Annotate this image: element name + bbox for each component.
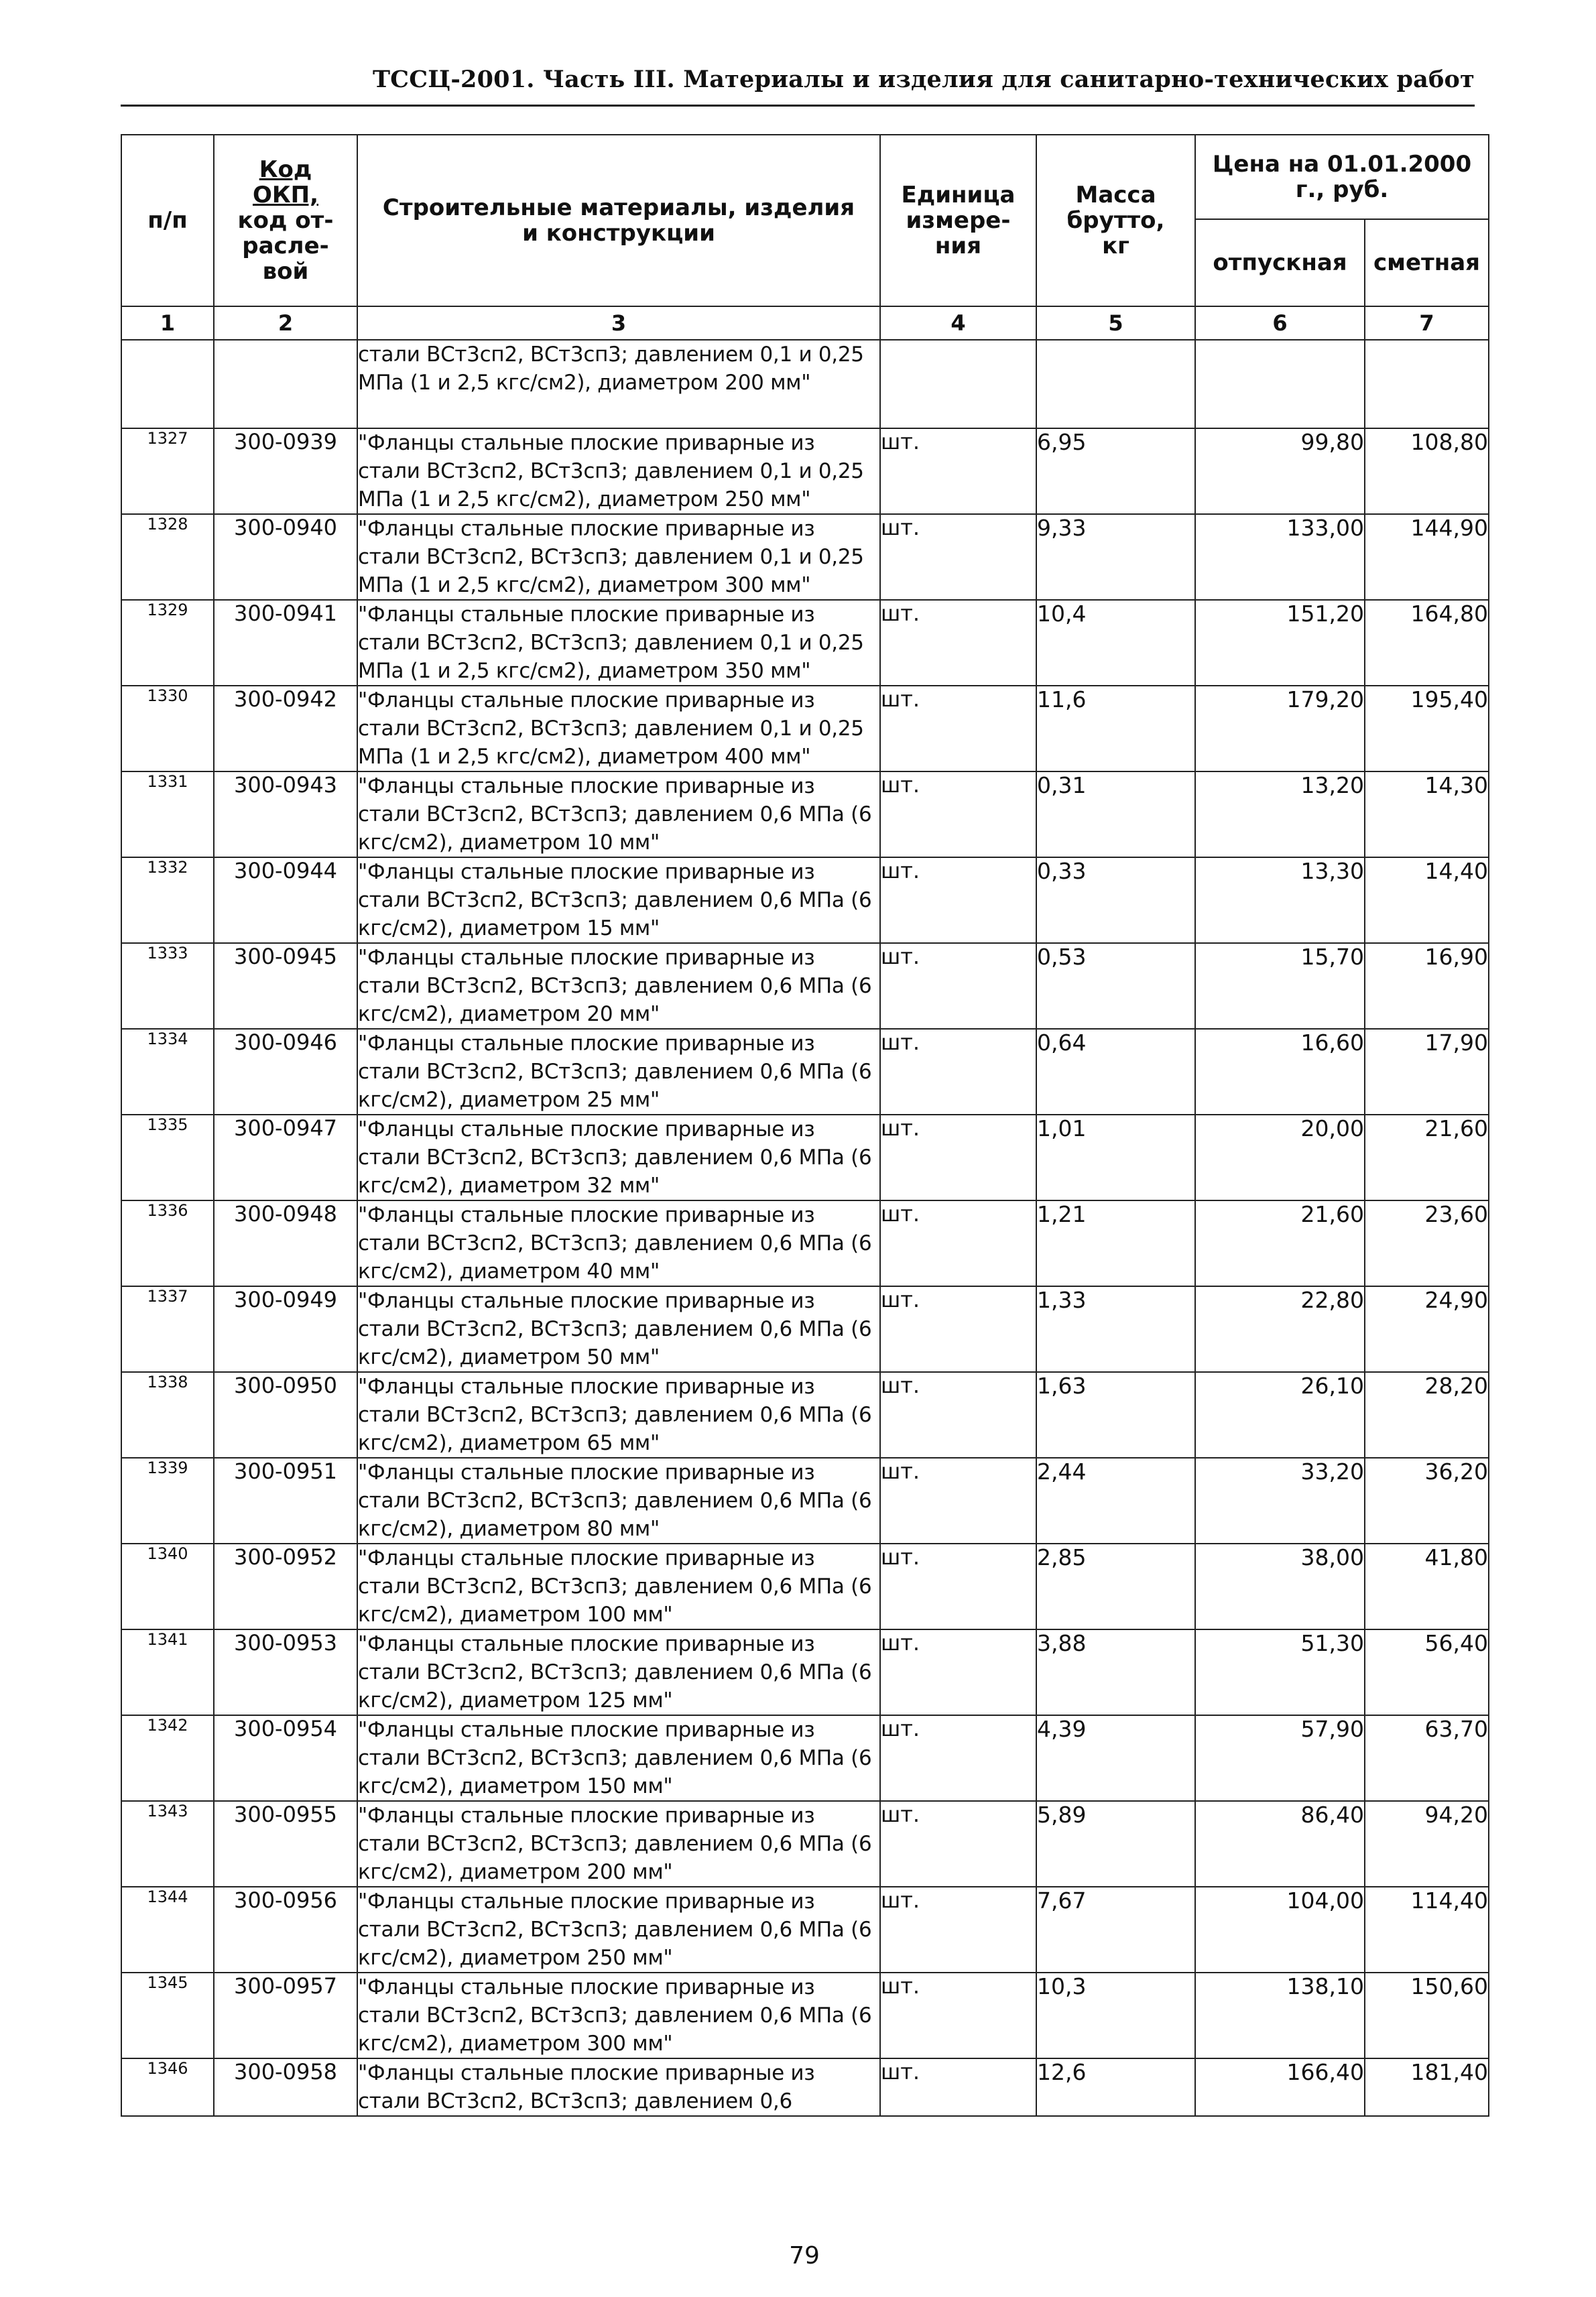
cell-price-estimate: 108,80 — [1365, 428, 1489, 514]
table-row — [121, 1801, 1489, 1887]
table-row — [121, 943, 1489, 1029]
table-row — [121, 1887, 1489, 1973]
table-row — [121, 1286, 1489, 1372]
cell-code: 300-0954 — [214, 1715, 357, 1801]
cell-num: 1332 — [121, 857, 214, 943]
page-number: 79 — [789, 2242, 820, 2270]
table-row — [121, 1458, 1489, 1544]
col-header-code-line2: ОКП, — [252, 182, 319, 208]
table-row — [121, 686, 1489, 771]
cell-price-estimate: 195,40 — [1365, 686, 1489, 771]
cell-num: 1346 — [121, 2058, 214, 2116]
cell-price-release — [1195, 340, 1365, 428]
col-header-mass: Масса брутто, кг — [1036, 135, 1195, 306]
cell-desc: "Фланцы стальные плоские приварные из стали ВСт3сп2, ВСт3сп3; давлением 0,6 МПа (6 кгс/см2), диаметром 125 мм" — [357, 1629, 880, 1715]
cell-price-release: 13,30 — [1195, 857, 1365, 943]
cell-code — [214, 340, 357, 428]
cell-num: 1328 — [121, 514, 214, 600]
table-row — [121, 1200, 1489, 1286]
cell-unit: шт. — [880, 428, 1036, 514]
cell-price-estimate: 14,30 — [1365, 771, 1489, 857]
cell-code: 300-0952 — [214, 1544, 357, 1629]
cell-desc: "Фланцы стальные плоские приварные из стали ВСт3сп2, ВСт3сп3; давлением 0,6 МПа (6 кгс/см2), диаметром 100 мм" — [357, 1544, 880, 1629]
cell-price-release: 86,40 — [1195, 1801, 1365, 1887]
cell-num: 1336 — [121, 1200, 214, 1286]
cell-code: 300-0942 — [214, 686, 357, 771]
cell-desc: "Фланцы стальные плоские приварные из стали ВСт3сп2, ВСт3сп3; давлением 0,6 МПа (6 кгс/см2), диаметром 20 мм" — [357, 943, 880, 1029]
cell-price-release: 15,70 — [1195, 943, 1365, 1029]
cell-price-release: 38,00 — [1195, 1544, 1365, 1629]
cell-mass: 9,33 — [1036, 514, 1195, 600]
table-row-continuation — [121, 340, 1489, 428]
cell-code: 300-0947 — [214, 1115, 357, 1200]
cell-desc: "Фланцы стальные плоские приварные из стали ВСт3сп2, ВСт3сп3; давлением 0,6 МПа (6 кгс/см2), диаметром 65 мм" — [357, 1372, 880, 1458]
cell-mass: 1,63 — [1036, 1372, 1195, 1458]
cell-num: 1339 — [121, 1458, 214, 1544]
cell-price-release: 57,90 — [1195, 1715, 1365, 1801]
cell-mass — [1036, 340, 1195, 428]
cell-mass: 5,89 — [1036, 1801, 1195, 1887]
cell-num: 1333 — [121, 943, 214, 1029]
cell-price-release: 151,20 — [1195, 600, 1365, 686]
cell-num: 1331 — [121, 771, 214, 857]
cell-mass: 1,01 — [1036, 1115, 1195, 1200]
col-header-num: п/п — [121, 135, 214, 306]
cell-price-release: 13,20 — [1195, 771, 1365, 857]
cell-desc: "Фланцы стальные плоские приварные из стали ВСт3сп2, ВСт3сп3; давлением 0,1 и 0,25 МПа (1 и 2,5 кгс/см2), диаметром 300 мм" — [357, 514, 880, 600]
table-body — [121, 340, 1489, 2116]
cell-unit: шт. — [880, 943, 1036, 1029]
cell-desc: стали ВСт3сп2, ВСт3сп3; давлением 0,1 и 0,25 МПа (1 и 2,5 кгс/см2), диаметром 200 мм" — [357, 340, 880, 428]
cell-code: 300-0943 — [214, 771, 357, 857]
table-row — [121, 600, 1489, 686]
col-header-price-release: отпускная — [1195, 219, 1365, 306]
cell-desc: "Фланцы стальные плоские приварные из стали ВСт3сп2, ВСт3сп3; давлением 0,1 и 0,25 МПа (1 и 2,5 кгс/см2), диаметром 400 мм" — [357, 686, 880, 771]
cell-desc: "Фланцы стальные плоские приварные из стали ВСт3сп2, ВСт3сп3; давлением 0,6 МПа (6 кгс/см2), диаметром 50 мм" — [357, 1286, 880, 1372]
cell-price-estimate: 94,20 — [1365, 1801, 1489, 1887]
cell-price-estimate: 21,60 — [1365, 1115, 1489, 1200]
table-row — [121, 1544, 1489, 1629]
col-header-unit: Единица измере-ния — [880, 135, 1036, 306]
col-header-code-rest3: вой — [262, 258, 309, 285]
column-number: 4 — [880, 306, 1036, 340]
cell-price-release: 26,10 — [1195, 1372, 1365, 1458]
cell-price-estimate — [1365, 340, 1489, 428]
cell-unit: шт. — [880, 600, 1036, 686]
cell-price-release: 16,60 — [1195, 1029, 1365, 1115]
cell-price-estimate: 24,90 — [1365, 1286, 1489, 1372]
column-number: 5 — [1036, 306, 1195, 340]
column-number: 3 — [357, 306, 880, 340]
cell-mass: 10,4 — [1036, 600, 1195, 686]
cell-code: 300-0948 — [214, 1200, 357, 1286]
cell-code: 300-0953 — [214, 1629, 357, 1715]
cell-unit: шт. — [880, 857, 1036, 943]
cell-desc: "Фланцы стальные плоские приварные из стали ВСт3сп2, ВСт3сп3; давлением 0,1 и 0,25 МПа (1 и 2,5 кгс/см2), диаметром 250 мм" — [357, 428, 880, 514]
cell-unit: шт. — [880, 686, 1036, 771]
column-number: 1 — [121, 306, 214, 340]
cell-unit: шт. — [880, 1200, 1036, 1286]
cell-desc: "Фланцы стальные плоские приварные из стали ВСт3сп2, ВСт3сп3; давлением 0,6 МПа (6 кгс/см2), диаметром 32 мм" — [357, 1115, 880, 1200]
cell-price-estimate: 16,90 — [1365, 943, 1489, 1029]
cell-price-release: 21,60 — [1195, 1200, 1365, 1286]
cell-code: 300-0956 — [214, 1887, 357, 1973]
cell-price-estimate: 164,80 — [1365, 600, 1489, 686]
cell-num: 1334 — [121, 1029, 214, 1115]
cell-price-release: 133,00 — [1195, 514, 1365, 600]
cell-mass: 2,44 — [1036, 1458, 1195, 1544]
cell-mass: 6,95 — [1036, 428, 1195, 514]
cell-price-release: 99,80 — [1195, 428, 1365, 514]
cell-desc: "Фланцы стальные плоские приварные из стали ВСт3сп2, ВСт3сп3; давлением 0,6 МПа (6 кгс/см2), диаметром 10 мм" — [357, 771, 880, 857]
cell-price-estimate: 14,40 — [1365, 857, 1489, 943]
column-number: 6 — [1195, 306, 1365, 340]
table-row — [121, 428, 1489, 514]
cell-num: 1343 — [121, 1801, 214, 1887]
cell-mass: 2,85 — [1036, 1544, 1195, 1629]
header-rule — [121, 105, 1475, 107]
cell-num: 1330 — [121, 686, 214, 771]
cell-unit: шт. — [880, 1801, 1036, 1887]
cell-price-estimate: 56,40 — [1365, 1629, 1489, 1715]
cell-unit: шт. — [880, 1115, 1036, 1200]
cell-desc: "Фланцы стальные плоские приварные из стали ВСт3сп2, ВСт3сп3; давлением 0,6 МПа (6 кгс/см2), диаметром 150 мм" — [357, 1715, 880, 1801]
cell-mass: 0,53 — [1036, 943, 1195, 1029]
cell-price-estimate: 23,60 — [1365, 1200, 1489, 1286]
col-header-code-rest1: код от- — [237, 207, 334, 234]
table-row — [121, 1715, 1489, 1801]
price-table — [121, 134, 1489, 2117]
column-number: 7 — [1365, 306, 1489, 340]
cell-mass: 3,88 — [1036, 1629, 1195, 1715]
cell-mass: 0,31 — [1036, 771, 1195, 857]
cell-num: 1340 — [121, 1544, 214, 1629]
cell-desc: "Фланцы стальные плоские приварные из стали ВСт3сп2, ВСт3сп3; давлением 0,6 — [357, 2058, 880, 2116]
col-header-code-rest2: расле- — [242, 233, 329, 259]
cell-unit: шт. — [880, 514, 1036, 600]
cell-mass: 12,6 — [1036, 2058, 1195, 2116]
cell-code: 300-0946 — [214, 1029, 357, 1115]
cell-desc: "Фланцы стальные плоские приварные из стали ВСт3сп2, ВСт3сп3; давлением 0,6 МПа (6 кгс/см2), диаметром 250 мм" — [357, 1887, 880, 1973]
cell-mass: 10,3 — [1036, 1973, 1195, 2058]
cell-code: 300-0949 — [214, 1286, 357, 1372]
cell-price-release: 33,20 — [1195, 1458, 1365, 1544]
cell-unit: шт. — [880, 1029, 1036, 1115]
cell-price-release: 22,80 — [1195, 1286, 1365, 1372]
col-header-code-line1: Код — [259, 156, 312, 183]
cell-unit: шт. — [880, 1372, 1036, 1458]
cell-code: 300-0945 — [214, 943, 357, 1029]
cell-desc: "Фланцы стальные плоские приварные из стали ВСт3сп2, ВСт3сп3; давлением 0,6 МПа (6 кгс/см2), диаметром 80 мм" — [357, 1458, 880, 1544]
cell-mass: 1,21 — [1036, 1200, 1195, 1286]
cell-num: 1345 — [121, 1973, 214, 2058]
cell-mass: 1,33 — [1036, 1286, 1195, 1372]
table-row — [121, 1029, 1489, 1115]
cell-desc: "Фланцы стальные плоские приварные из стали ВСт3сп2, ВСт3сп3; давлением 0,1 и 0,25 МПа (1 и 2,5 кгс/см2), диаметром 350 мм" — [357, 600, 880, 686]
cell-price-estimate: 150,60 — [1365, 1973, 1489, 2058]
cell-code: 300-0950 — [214, 1372, 357, 1458]
cell-unit: шт. — [880, 1973, 1036, 2058]
cell-unit: шт. — [880, 1544, 1036, 1629]
cell-num: 1329 — [121, 600, 214, 686]
cell-mass: 11,6 — [1036, 686, 1195, 771]
cell-price-release: 20,00 — [1195, 1115, 1365, 1200]
table-row — [121, 1115, 1489, 1200]
page-header-title: ТССЦ-2001. Часть III. Материалы и изделия для санитарно-технических работ — [372, 66, 1475, 93]
cell-price-release: 104,00 — [1195, 1887, 1365, 1973]
table-row — [121, 1372, 1489, 1458]
cell-price-estimate: 181,40 — [1365, 2058, 1489, 2116]
cell-num: 1344 — [121, 1887, 214, 1973]
cell-code: 300-0941 — [214, 600, 357, 686]
cell-num: 1338 — [121, 1372, 214, 1458]
table-row — [121, 1973, 1489, 2058]
cell-num — [121, 340, 214, 428]
cell-num: 1341 — [121, 1629, 214, 1715]
cell-price-estimate: 17,90 — [1365, 1029, 1489, 1115]
col-header-code — [214, 135, 357, 306]
cell-desc: "Фланцы стальные плоские приварные из стали ВСт3сп2, ВСт3сп3; давлением 0,6 МПа (6 кгс/см2), диаметром 15 мм" — [357, 857, 880, 943]
table-row — [121, 771, 1489, 857]
cell-code: 300-0951 — [214, 1458, 357, 1544]
table-row — [121, 1629, 1489, 1715]
cell-num: 1342 — [121, 1715, 214, 1801]
cell-desc: "Фланцы стальные плоские приварные из стали ВСт3сп2, ВСт3сп3; давлением 0,6 МПа (6 кгс/см2), диаметром 200 мм" — [357, 1801, 880, 1887]
cell-num: 1327 — [121, 428, 214, 514]
cell-unit: шт. — [880, 1458, 1036, 1544]
col-header-price: Цена на 01.01.2000 г., руб. — [1195, 135, 1489, 219]
cell-desc: "Фланцы стальные плоские приварные из стали ВСт3сп2, ВСт3сп3; давлением 0,6 МПа (6 кгс/см2), диаметром 25 мм" — [357, 1029, 880, 1115]
table-header-row — [121, 135, 1489, 219]
cell-price-release: 166,40 — [1195, 2058, 1365, 2116]
cell-price-release: 179,20 — [1195, 686, 1365, 771]
col-header-price-estimate: сметная — [1365, 219, 1489, 306]
cell-code: 300-0940 — [214, 514, 357, 600]
cell-num: 1335 — [121, 1115, 214, 1200]
cell-price-release: 138,10 — [1195, 1973, 1365, 2058]
cell-mass: 7,67 — [1036, 1887, 1195, 1973]
cell-unit: шт. — [880, 1286, 1036, 1372]
cell-unit: шт. — [880, 2058, 1036, 2116]
cell-price-estimate: 114,40 — [1365, 1887, 1489, 1973]
cell-num: 1337 — [121, 1286, 214, 1372]
cell-price-estimate: 36,20 — [1365, 1458, 1489, 1544]
cell-code: 300-0957 — [214, 1973, 357, 2058]
column-number-row — [121, 306, 1489, 340]
cell-mass: 0,64 — [1036, 1029, 1195, 1115]
cell-unit: шт. — [880, 771, 1036, 857]
cell-desc: "Фланцы стальные плоские приварные из стали ВСт3сп2, ВСт3сп3; давлением 0,6 МПа (6 кгс/см2), диаметром 40 мм" — [357, 1200, 880, 1286]
cell-code: 300-0939 — [214, 428, 357, 514]
cell-price-estimate: 63,70 — [1365, 1715, 1489, 1801]
cell-code: 300-0955 — [214, 1801, 357, 1887]
cell-price-release: 51,30 — [1195, 1629, 1365, 1715]
cell-mass: 4,39 — [1036, 1715, 1195, 1801]
cell-price-estimate: 41,80 — [1365, 1544, 1489, 1629]
cell-mass: 0,33 — [1036, 857, 1195, 943]
cell-unit: шт. — [880, 1887, 1036, 1973]
col-header-desc: Строительные материалы, изделия и конструкции — [357, 135, 880, 306]
cell-price-estimate: 144,90 — [1365, 514, 1489, 600]
table-row — [121, 2058, 1489, 2116]
cell-unit: шт. — [880, 1629, 1036, 1715]
cell-code: 300-0944 — [214, 857, 357, 943]
cell-unit — [880, 340, 1036, 428]
cell-desc: "Фланцы стальные плоские приварные из стали ВСт3сп2, ВСт3сп3; давлением 0,6 МПа (6 кгс/см2), диаметром 300 мм" — [357, 1973, 880, 2058]
cell-unit: шт. — [880, 1715, 1036, 1801]
column-number: 2 — [214, 306, 357, 340]
table-row — [121, 514, 1489, 600]
table-row — [121, 857, 1489, 943]
cell-price-estimate: 28,20 — [1365, 1372, 1489, 1458]
cell-code: 300-0958 — [214, 2058, 357, 2116]
